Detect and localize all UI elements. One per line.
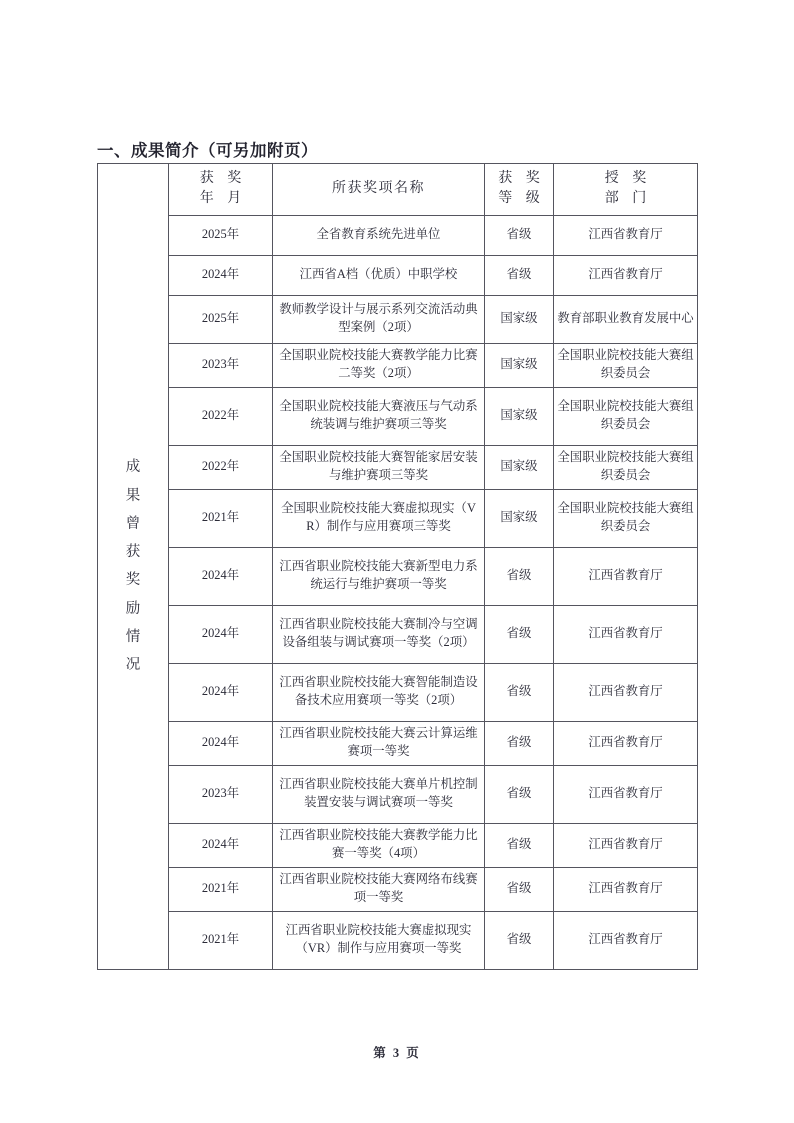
cell-award-level — [485, 765, 554, 823]
table-row — [98, 445, 698, 489]
cell-award-level — [485, 663, 554, 721]
table-header-row — [98, 164, 698, 216]
cell-award-level-text: 省级 — [506, 837, 532, 852]
cell-award-level-text: 省级 — [506, 881, 532, 896]
table-row — [98, 605, 698, 663]
cell-award-department-text: 江西省教育厅 — [588, 227, 663, 242]
cell-award-name — [273, 215, 485, 255]
awards-table — [97, 163, 698, 970]
cell-award-department — [554, 721, 698, 765]
table-row — [98, 489, 698, 547]
cell-award-name — [273, 721, 485, 765]
cell-award-department — [554, 255, 698, 295]
cell-award-name-text: 江西省职业院校技能大赛智能制造设备技术应用赛项一等奖（2项） — [279, 675, 478, 708]
cell-award-department — [554, 547, 698, 605]
cell-award-department — [554, 867, 698, 911]
cell-award-year-text: 2023年 — [201, 786, 240, 801]
header-award-department — [554, 164, 698, 216]
cell-award-level-text: 省级 — [506, 267, 532, 282]
cell-award-name — [273, 295, 485, 343]
row-group-label-char: 获 — [125, 544, 141, 561]
cell-award-level-text: 省级 — [506, 932, 532, 947]
table-row — [98, 867, 698, 911]
cell-award-department — [554, 489, 698, 547]
cell-award-name — [273, 663, 485, 721]
cell-award-name-text: 江西省职业院校技能大赛单片机控制装置安装与调试赛项一等奖 — [279, 777, 478, 810]
cell-award-department — [554, 605, 698, 663]
cell-award-name-text: 江西省职业院校技能大赛云计算运维赛项一等奖 — [279, 726, 478, 759]
header-award-name-label: 所获奖项名称 — [332, 181, 425, 197]
cell-award-year-text: 2024年 — [201, 568, 240, 583]
row-group-label-cell — [98, 164, 169, 970]
cell-award-name-text: 全国职业院校技能大赛智能家居安装与维护赛项三等奖 — [279, 450, 478, 483]
cell-award-department-text: 教育部职业教育发展中心 — [557, 311, 694, 326]
cell-award-level-text: 省级 — [506, 735, 532, 750]
cell-award-name-text: 江西省职业院校技能大赛教学能力比赛一等奖（4项） — [279, 828, 478, 861]
cell-award-year-text: 2022年 — [201, 408, 240, 423]
header-award-level-line: 等 级 — [498, 191, 545, 207]
cell-award-department-text: 江西省教育厅 — [588, 786, 663, 801]
cell-award-department-text: 江西省教育厅 — [588, 626, 663, 641]
cell-award-name-text: 教师教学设计与展示系列交流活动典型案例（2项） — [279, 302, 478, 335]
header-award-department-line: 授 奖 — [604, 171, 652, 186]
cell-award-year — [169, 489, 273, 547]
cell-award-name-text: 全国职业院校技能大赛虚拟现实（VR）制作与应用赛项三等奖 — [281, 501, 476, 534]
cell-award-year — [169, 295, 273, 343]
cell-award-name-text: 江西省职业院校技能大赛新型电力系统运行与维护赛项一等奖 — [279, 559, 478, 592]
cell-award-department-text: 江西省教育厅 — [588, 881, 663, 896]
cell-award-level-text: 国家级 — [500, 311, 538, 326]
cell-award-year-text: 2025年 — [201, 227, 240, 242]
table-row — [98, 547, 698, 605]
cell-award-year — [169, 547, 273, 605]
cell-award-year — [169, 823, 273, 867]
cell-award-year-text: 2021年 — [201, 510, 240, 525]
cell-award-department-text: 江西省教育厅 — [588, 932, 663, 947]
cell-award-level-text: 国家级 — [500, 510, 538, 525]
cell-award-name-text: 江西省职业院校技能大赛制冷与空调设备组装与调试赛项一等奖（2项） — [279, 617, 478, 650]
header-award-year-line: 年 月 — [199, 191, 247, 207]
row-group-label-char: 情 — [125, 628, 141, 645]
cell-award-year — [169, 911, 273, 969]
cell-award-department — [554, 445, 698, 489]
cell-award-level-text: 省级 — [506, 626, 532, 641]
cell-award-level-text: 省级 — [506, 227, 532, 242]
cell-award-name — [273, 343, 485, 387]
header-award-level — [485, 164, 554, 216]
cell-award-level-text: 国家级 — [500, 408, 538, 423]
cell-award-name — [273, 387, 485, 445]
cell-award-name — [273, 911, 485, 969]
row-group-label-char: 曾 — [125, 515, 141, 532]
header-award-year-line: 获 奖 — [199, 171, 247, 186]
cell-award-level-text: 省级 — [506, 684, 532, 699]
cell-award-name — [273, 547, 485, 605]
header-award-name — [273, 164, 485, 216]
cell-award-level — [485, 489, 554, 547]
cell-award-year — [169, 343, 273, 387]
row-group-label-char: 励 — [125, 600, 141, 617]
table-row — [98, 295, 698, 343]
cell-award-level — [485, 445, 554, 489]
cell-award-department — [554, 343, 698, 387]
cell-award-department — [554, 663, 698, 721]
cell-award-department-text: 江西省教育厅 — [588, 267, 663, 282]
cell-award-name-text: 全国职业院校技能大赛教学能力比赛二等奖（2项） — [279, 348, 478, 381]
table-row — [98, 215, 698, 255]
page-title: 一、成果简介（可另加附页） — [97, 142, 318, 160]
cell-award-year — [169, 215, 273, 255]
cell-award-name-text: 全国职业院校技能大赛液压与气动系统装调与维护赛项三等奖 — [279, 399, 478, 432]
cell-award-level — [485, 721, 554, 765]
cell-award-year-text: 2022年 — [201, 459, 240, 474]
cell-award-department-text: 全国职业院校技能大赛组织委员会 — [557, 399, 694, 432]
cell-award-year-text: 2023年 — [201, 357, 240, 372]
cell-award-name-text: 江西省职业院校技能大赛虚拟现实（VR）制作与应用赛项一等奖 — [285, 923, 472, 956]
table-row — [98, 823, 698, 867]
cell-award-name — [273, 765, 485, 823]
cell-award-year — [169, 605, 273, 663]
cell-award-year-text: 2024年 — [201, 626, 240, 641]
row-group-label-char: 果 — [125, 487, 141, 504]
cell-award-name — [273, 867, 485, 911]
row-group-label-char: 况 — [125, 657, 141, 674]
cell-award-name — [273, 255, 485, 295]
cell-award-department — [554, 215, 698, 255]
cell-award-name — [273, 445, 485, 489]
cell-award-name — [273, 489, 485, 547]
cell-award-department — [554, 387, 698, 445]
table-row — [98, 387, 698, 445]
cell-award-level-text: 省级 — [506, 568, 532, 583]
cell-award-level — [485, 911, 554, 969]
cell-award-department — [554, 765, 698, 823]
cell-award-level — [485, 295, 554, 343]
cell-award-department-text: 江西省教育厅 — [588, 568, 663, 583]
cell-award-name — [273, 605, 485, 663]
cell-award-year-text: 2025年 — [201, 311, 240, 326]
cell-award-name — [273, 823, 485, 867]
cell-award-level — [485, 343, 554, 387]
cell-award-level — [485, 823, 554, 867]
cell-award-name-text: 江西省职业院校技能大赛网络布线赛项一等奖 — [279, 872, 478, 905]
cell-award-level — [485, 255, 554, 295]
cell-award-level — [485, 547, 554, 605]
cell-award-year — [169, 721, 273, 765]
cell-award-year-text: 2024年 — [201, 267, 240, 282]
cell-award-level — [485, 867, 554, 911]
cell-award-department-text: 全国职业院校技能大赛组织委员会 — [557, 348, 694, 381]
cell-award-department — [554, 911, 698, 969]
cell-award-name-text: 江西省A档（优质）中职学校 — [299, 267, 458, 282]
cell-award-year — [169, 867, 273, 911]
cell-award-year — [169, 663, 273, 721]
page-number-footer: 第 3 页 — [373, 1046, 421, 1060]
cell-award-department-text: 全国职业院校技能大赛组织委员会 — [557, 501, 694, 534]
cell-award-year — [169, 445, 273, 489]
cell-award-year-text: 2021年 — [201, 881, 240, 896]
cell-award-department-text: 江西省教育厅 — [588, 684, 663, 699]
cell-award-department-text: 全国职业院校技能大赛组织委员会 — [557, 450, 694, 483]
header-award-year — [169, 164, 273, 216]
cell-award-name-text: 全省教育系统先进单位 — [316, 227, 441, 242]
cell-award-level — [485, 387, 554, 445]
cell-award-year-text: 2024年 — [201, 735, 240, 750]
table-row — [98, 663, 698, 721]
table-row — [98, 721, 698, 765]
cell-award-year — [169, 387, 273, 445]
cell-award-department — [554, 295, 698, 343]
cell-award-level — [485, 605, 554, 663]
table-row — [98, 343, 698, 387]
header-award-level-line: 获 奖 — [498, 171, 545, 186]
table-row — [98, 911, 698, 969]
row-group-label-char: 奖 — [125, 572, 141, 589]
cell-award-level-text: 国家级 — [500, 459, 538, 474]
cell-award-year — [169, 765, 273, 823]
table-row — [98, 765, 698, 823]
row-group-label — [98, 453, 168, 679]
header-award-department-line: 部 门 — [604, 191, 652, 207]
cell-award-year-text: 2021年 — [201, 932, 240, 947]
row-group-label-char: 成 — [125, 459, 141, 476]
cell-award-year-text: 2024年 — [201, 837, 240, 852]
table-row — [98, 255, 698, 295]
cell-award-level-text: 省级 — [506, 786, 532, 801]
cell-award-year — [169, 255, 273, 295]
cell-award-department-text: 江西省教育厅 — [588, 837, 663, 852]
cell-award-department-text: 江西省教育厅 — [588, 735, 663, 750]
cell-award-level — [485, 215, 554, 255]
cell-award-department — [554, 823, 698, 867]
cell-award-year-text: 2024年 — [201, 684, 240, 699]
cell-award-level-text: 国家级 — [500, 357, 538, 372]
